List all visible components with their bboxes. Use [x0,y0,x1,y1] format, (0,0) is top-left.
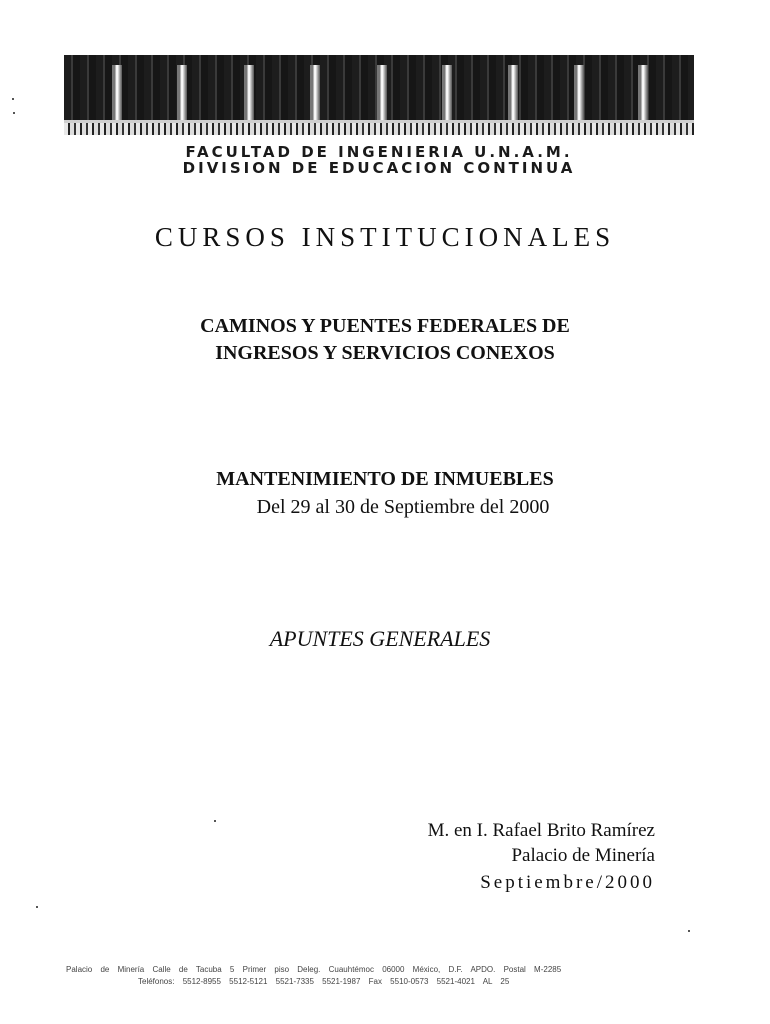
header-banner-image [64,55,694,135]
author-name: M. en I. Rafael Brito Ramírez [427,820,655,841]
series-title: CURSOS INSTITUCIONALES [154,222,616,252]
place-name: Palacio de Minería [511,845,655,866]
scan-speck [36,906,38,908]
module-title: MANTENIMIENTO DE INMUEBLES [216,468,554,490]
course-title-line-1: CAMINOS Y PUENTES FEDERALES DE [200,315,570,337]
footer-address: Palacio de Minería Calle de Tacuba 5 Primer piso Deleg. Cuauhtémoc 06000 México, D.F. APDO. Postal M-2285 [66,965,562,974]
institution-line-1: FACULTAD DE INGENIERIA U.N.A.M. [185,143,573,161]
scan-speck [688,930,690,932]
issue-date: Septiembre/2000 [480,872,655,893]
scan-speck [214,820,216,822]
document-type: APUNTES GENERALES [269,626,491,651]
scan-speck [12,98,14,100]
footer-phones: Teléfonos: 5512-8955 5512-5121 5521-7335 5521-1987 Fax 5510-0573 5521-4021 AL 25 [138,977,510,986]
scan-speck [13,112,15,114]
institution-line-2: DIVISION DE EDUCACION CONTINUA [182,159,576,177]
course-title-line-2: INGRESOS Y SERVICIOS CONEXOS [215,342,555,364]
course-dates: Del 29 al 30 de Septiembre del 2000 [256,496,550,518]
